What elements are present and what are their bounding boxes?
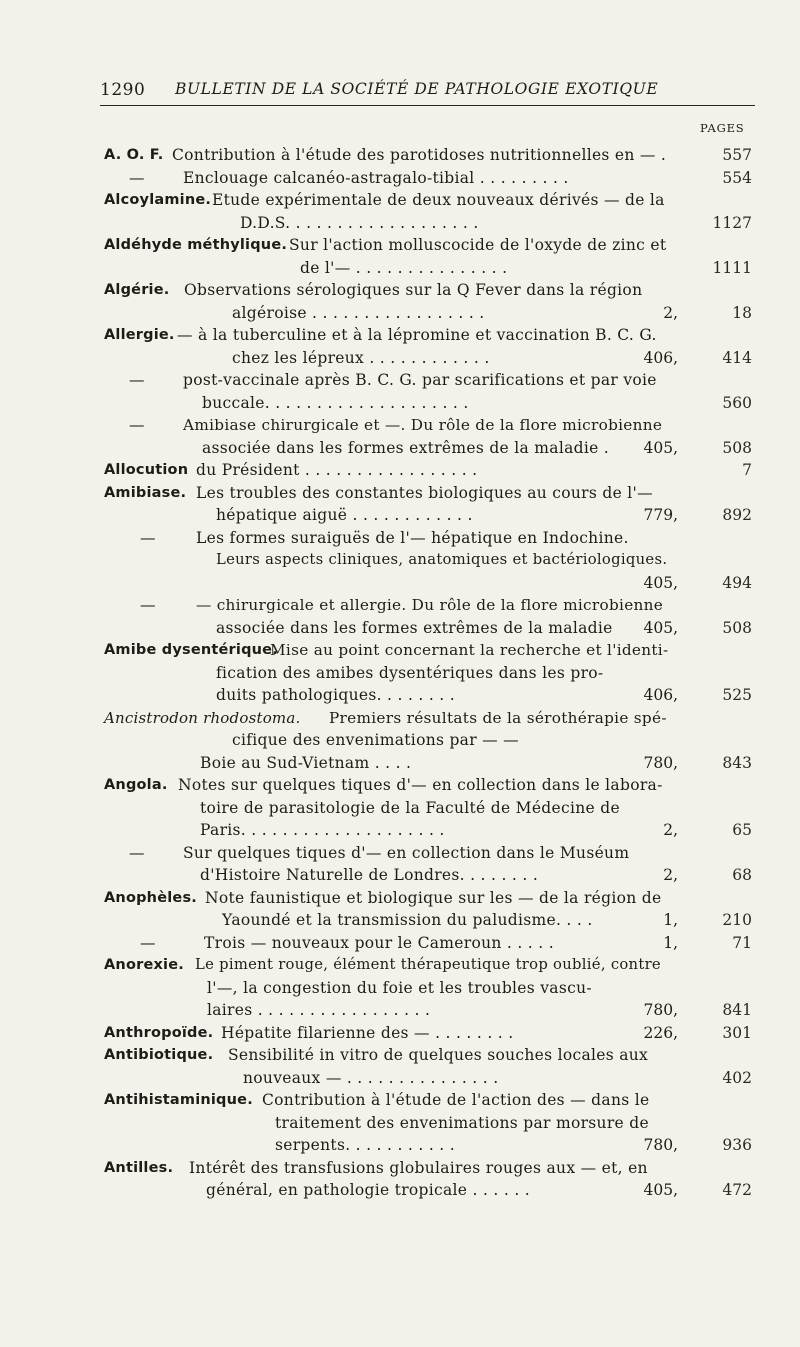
index-line (0, 909, 800, 931)
index-text: traitement des envenimations par morsure de (275, 1113, 649, 1132)
index-line (0, 729, 800, 751)
index-headword: Angola. (104, 777, 168, 793)
index-text: chez les lépreux . . . . . . . . . . . . (232, 348, 490, 367)
page-number: 1290 (100, 80, 146, 100)
index-line (0, 459, 800, 481)
index-line (0, 887, 800, 909)
page-reference: 68 (732, 866, 752, 884)
page-reference: 402 (722, 1068, 752, 1087)
index-line (0, 662, 800, 684)
volume-number: 405, (643, 618, 678, 637)
index-line (0, 324, 800, 346)
index-headword: Antihistaminique. (104, 1092, 253, 1108)
page-reference: 936 (722, 1136, 752, 1154)
page-reference: 843 (722, 753, 752, 772)
page-reference: 525 (722, 686, 752, 704)
volume-number: 780, (643, 753, 678, 772)
page-reference: 508 (722, 438, 752, 457)
index-dash: — (140, 528, 156, 547)
index-line (0, 1022, 800, 1044)
index-line (0, 347, 800, 369)
index-line (0, 1157, 800, 1179)
index-line (0, 369, 800, 391)
page-reference: 65 (732, 821, 752, 839)
index-line (0, 527, 800, 549)
page-reference: 508 (722, 618, 752, 637)
page-reference: 414 (722, 348, 752, 367)
index-dash: — (129, 416, 145, 434)
index-text: général, en pathologie tropicale . . . . . . (206, 1181, 530, 1199)
page-reference: 1111 (712, 258, 752, 277)
index-text: d'Histoire Naturelle de Londres. . . . . . . . (200, 866, 539, 884)
index-line (0, 1134, 800, 1156)
index-text: — à la tuberculine et à la lépromine et vaccination B. C. G. (177, 326, 657, 344)
page-reference: 841 (722, 1001, 752, 1019)
index-text: laires . . . . . . . . . . . . . . . . . (207, 1001, 431, 1019)
index-text: Etude expérimentale de deux nouveaux dérivés — de la (212, 191, 665, 209)
index-text: buccale. . . . . . . . . . . . . . . . . . . . (202, 393, 469, 412)
index-dash: — (129, 168, 145, 187)
index-line (0, 414, 800, 436)
index-line (0, 144, 800, 166)
index-text: associée dans les formes extrêmes de la maladie (216, 618, 613, 637)
index-text: Sur quelques tiques d'— en collection dans le Muséum (183, 843, 630, 862)
index-line (0, 302, 800, 324)
index-text: Note faunistique et biologique sur les — de la région de (205, 888, 662, 907)
index-headword: Anophèles. (104, 889, 197, 906)
index-line (0, 1089, 800, 1111)
index-text: hépatique aiguë . . . . . . . . . . . . (216, 506, 473, 524)
volume-number: 405, (643, 438, 678, 457)
index-line (0, 819, 800, 841)
page-reference: 7 (742, 461, 752, 479)
index-text: du Président . . . . . . . . . . . . . . . . . (196, 461, 478, 479)
index-headword: Antibiotique. (104, 1047, 214, 1063)
index-text: duits pathologiques. . . . . . . . (216, 686, 455, 704)
index-text: Le piment rouge, élément thérapeutique trop oublié, contre (195, 956, 661, 973)
index-headword: Ancistrodon rhodostoma. (104, 708, 301, 727)
index-text: toire de parasitologie de la Faculté de Médecine de (200, 798, 620, 817)
pages-column-label: PAGES (700, 121, 745, 135)
volume-number: 2, (663, 821, 678, 839)
index-headword: Allergie. (104, 327, 175, 343)
index-headword: Algérie. (104, 282, 170, 298)
index-line (0, 257, 800, 279)
index-headword: Anorexie. (104, 957, 184, 973)
index-dash: — (140, 933, 156, 952)
index-text: Contribution à l'étude des parotidoses nutritionnelles en — . (172, 146, 667, 164)
index-line (0, 279, 800, 301)
index-text: de l'— . . . . . . . . . . . . . . . (300, 258, 508, 277)
index-text: Boie au Sud-Vietnam . . . . (200, 753, 412, 772)
index-text: algéroise . . . . . . . . . . . . . . . . . (232, 303, 485, 322)
index-line (0, 1112, 800, 1134)
index-text: Mise au point concernant la recherche et l'identi- (270, 641, 669, 659)
index-text: serpents. . . . . . . . . . . (275, 1136, 455, 1154)
index-text: Hépatite filarienne des — . . . . . . . . (221, 1023, 514, 1042)
index-line (0, 864, 800, 886)
index-text: — chirurgicale et allergie. Du rôle de la flore microbienne (196, 596, 664, 614)
page-reference: 71 (732, 933, 752, 952)
index-headword: Amibiase. (104, 484, 187, 501)
index-text: Intérêt des transfusions globulaires rouges aux — et, en (189, 1158, 648, 1177)
page-reference: 494 (722, 573, 752, 592)
volume-number: 779, (643, 506, 678, 524)
index-text: Trois — nouveaux pour le Cameroun . . . . . (204, 933, 554, 952)
index-line (0, 549, 800, 571)
index-line (0, 707, 800, 729)
volume-number: 226, (643, 1023, 678, 1042)
index-line (0, 999, 800, 1021)
index-line (0, 1044, 800, 1066)
index-text: Les formes suraiguës de l'— hépatique en Indochine. (196, 528, 629, 547)
index-text: Sur l'action molluscocide de l'oxyde de zinc et (289, 236, 667, 254)
page-reference: 1127 (712, 213, 752, 232)
page-reference: 560 (722, 393, 752, 412)
index-text: Paris. . . . . . . . . . . . . . . . . . . . (200, 821, 445, 839)
index-line (0, 189, 800, 211)
index-text: nouveaux — . . . . . . . . . . . . . . . (243, 1068, 499, 1087)
index-line (0, 977, 800, 999)
index-text: Notes sur quelques tiques d'— en collection dans le labora- (178, 776, 663, 794)
volume-number: 780, (643, 1136, 678, 1154)
index-text: Amibiase chirurgicale et —. Du rôle de la flore microbienne (183, 416, 663, 434)
index-text: Sensibilité in vitro de quelques souches locales aux (228, 1046, 649, 1064)
index-text: Les troubles des constantes biologiques au cours de l'— (196, 483, 653, 502)
index-line (0, 639, 800, 661)
index-text: Contribution à l'étude de l'action des — dans le (262, 1091, 650, 1109)
page-reference: 892 (722, 506, 752, 524)
page-reference: 472 (722, 1181, 752, 1199)
index-line (0, 392, 800, 414)
page-reference: 18 (732, 303, 752, 322)
index-text: Yaoundé et la transmission du paludisme. . . . (222, 911, 593, 929)
index-line (0, 842, 800, 864)
index-text: fication des amibes dysentériques dans les pro- (216, 663, 604, 682)
index-text: Leurs aspects cliniques, anatomiques et bactériologiques. (216, 551, 668, 568)
index-text: Observations sérologiques sur la Q Fever dans la région (184, 281, 643, 299)
volume-number: 406, (643, 686, 678, 704)
index-line (0, 617, 800, 639)
index-text: l'—, la congestion du foie et les troubles vascu- (207, 978, 592, 997)
running-title: BULLETIN DE LA SOCIÉTÉ DE PATHOLOGIE EXOTIQUE (175, 80, 659, 98)
index-headword: Allocution (104, 462, 189, 478)
index-line (0, 572, 800, 594)
page-reference: 557 (722, 146, 752, 164)
volume-number: 780, (643, 1001, 678, 1019)
index-dash: — (140, 596, 156, 614)
index-headword: Amibe dysentérique. (104, 642, 278, 658)
index-line (0, 1179, 800, 1201)
index-headword: Aldéhyde méthylique. (104, 237, 288, 253)
index-headword: Antilles. (104, 1159, 174, 1176)
index-line (0, 482, 800, 504)
index-line (0, 954, 800, 976)
index-text: D.D.S. . . . . . . . . . . . . . . . . . . (240, 213, 479, 232)
volume-number: 1, (663, 933, 678, 952)
page-reference: 554 (722, 168, 752, 187)
index-line (0, 684, 800, 706)
index-line (0, 774, 800, 796)
index-line (0, 212, 800, 234)
index-line (0, 167, 800, 189)
index-line (0, 1067, 800, 1089)
index-line (0, 932, 800, 954)
index-text: post-vaccinale après B. C. G. par scarifications et par voie (183, 371, 657, 389)
index-line (0, 234, 800, 256)
index-headword: A. O. F. (104, 147, 164, 163)
volume-number: 405, (643, 573, 678, 592)
volume-number: 2, (663, 866, 678, 884)
index-text: Premiers résultats de la sérothérapie spé- (329, 708, 667, 727)
index-line (0, 504, 800, 526)
index-dash: — (129, 371, 145, 389)
index-headword: Anthropoïde. (104, 1024, 214, 1041)
page-reference: 301 (722, 1023, 752, 1042)
volume-number: 406, (643, 348, 678, 367)
volume-number: 1, (663, 911, 678, 929)
index-text: Enclouage calcanéo-astragalo-tibial . . . . . . . . . (183, 168, 569, 187)
index-dash: — (129, 843, 145, 862)
index-text: associée dans les formes extrêmes de la maladie . (202, 438, 610, 457)
page-reference: 210 (722, 911, 752, 929)
index-headword: Alcoylamine. (104, 192, 212, 208)
index-text: cifique des envenimations par — — (232, 731, 519, 749)
volume-number: 2, (663, 303, 678, 322)
index-line (0, 594, 800, 616)
index-line (0, 437, 800, 459)
index-line (0, 752, 800, 774)
volume-number: 405, (643, 1181, 678, 1199)
index-line (0, 797, 800, 819)
